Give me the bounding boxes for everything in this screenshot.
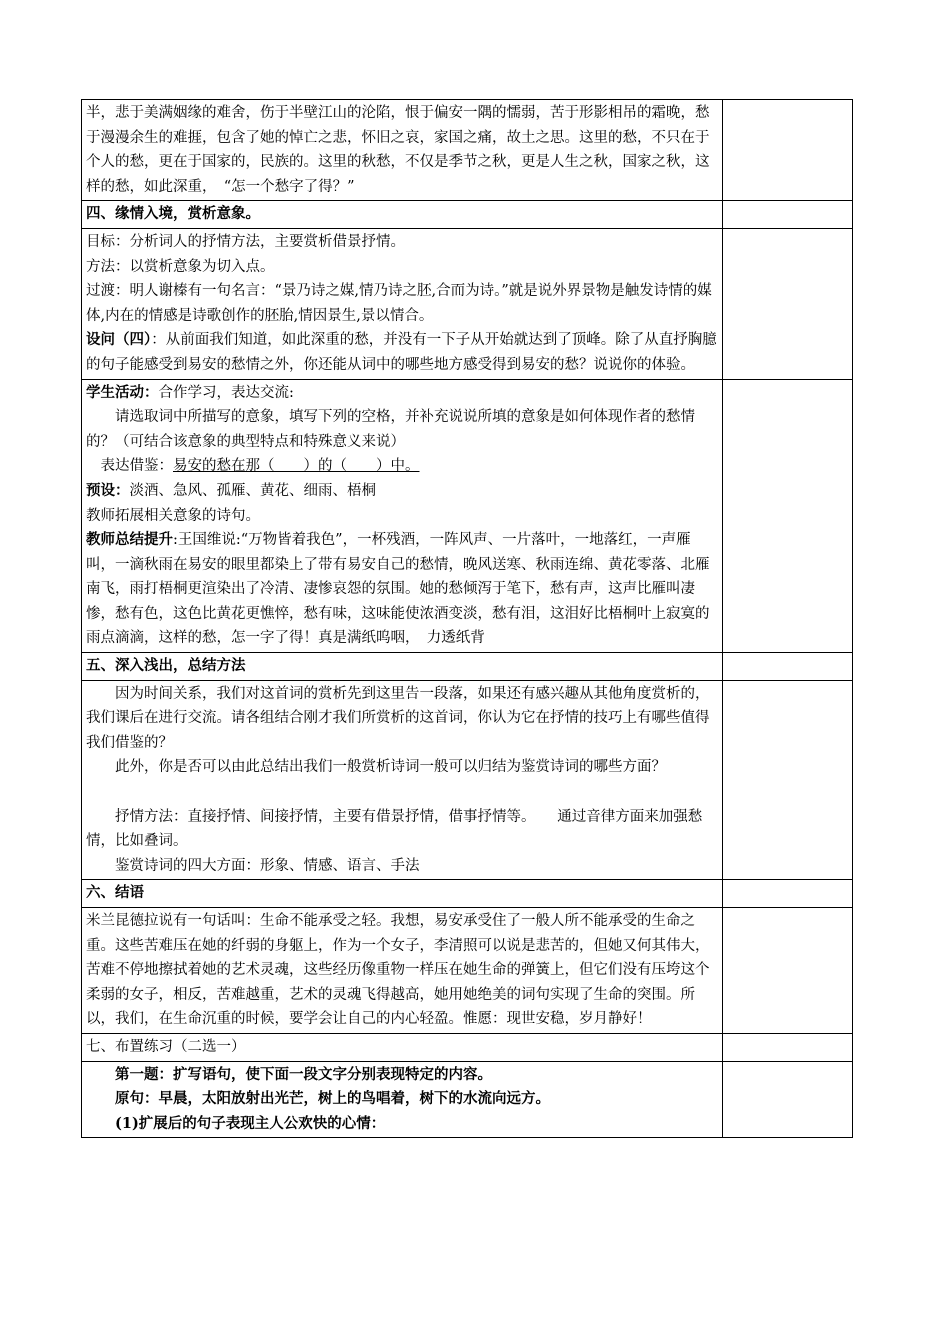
blank-line [86, 780, 718, 805]
section-6-content [82, 908, 723, 1034]
table-row [82, 379, 853, 653]
section-6-heading: 六、结语 [82, 880, 723, 908]
extend-text: 教师拓展相关意象的诗句。 [86, 507, 260, 524]
transition-text: 过渡：明人谢榛有一句名言：“景乃诗之媒,情乃诗之胚,合而为诗。”就是说外界景物是触发诗情的媒体,内在的情感是诗歌创作的胚胎,情因景生,景以情合。 [86, 283, 712, 324]
section-5-paragraph-1: 因为时间关系，我们对这首词的赏析先到这里告一段落，如果还有感兴趣从其他角度赏析的，我们课后在进行交流。请各组结合刚才我们所赏析的这首词，你认为它在抒情的技巧上有哪些值得我们借鉴的？ [86, 685, 710, 751]
summary-label: 教师总结提升 [86, 531, 173, 549]
question-text: ：从前面我们知道，如此深重的愁，并没有一下子从开始就达到了顶峰。除了从直抒胸臆的句子能感受到易安的愁情之外，你还能从词中的哪些地方感受得到易安的愁？说说你的体验。 [86, 332, 717, 373]
intro-paragraph-cell [82, 100, 723, 201]
student-activity-content [82, 379, 723, 653]
activity-label: 学生活动： [86, 383, 159, 401]
table-row [82, 100, 853, 201]
example-label: 表达借鉴： [100, 458, 173, 475]
summary-text: :王国维说:“万物皆着我色”，一杯残酒，一阵风声、一片落叶，一地落红，一声雁叫，一滴秋雨在易安的眼里都染上了带有易安自己的愁情，晚风送寒、秋雨连绵、黄花零落、北雁南飞，雨打梧桐更渲染出了冷清、凄惨哀怨的氛围。她的愁倾泻于笔下，愁有声，这声比雁叫凄惨，愁有色，这色比黄花更憔悴，愁有味，这味能使浓酒变淡，愁有泪，这泪好比梧桐叶上寂寞的雨点滴滴，这样的愁，怎一字了得！真是满纸呜咽， 力透纸背 [86, 532, 710, 647]
notes-cell [723, 201, 853, 229]
example-line [86, 454, 718, 479]
table-row [82, 908, 853, 1034]
table-row [82, 680, 853, 880]
exercise-question-1: 第一题：扩写语句，使下面一段文字分别表现特定的内容。 [115, 1065, 492, 1083]
table-row [82, 201, 853, 229]
preset-line [86, 479, 718, 504]
conclusion-text: 米兰昆德拉说有一句话叫：生命不能承受之轻。我想，易安承受住了一般人所不能承受的生命之重。这些苦难压在她的纤弱的身躯上，作为一个女子，李清照可以说是悲苦的，但她又何其伟大，苦难不停地擦拭着她的艺术灵魂，这些经历像重物一样压在她生命的弹簧上，但它们没有压垮这个柔弱的女子，相反，苦难越重，艺术的灵魂飞得越高，她用她绝美的词句实现了生命的突围。所以，我们，在生命沉重的时候，要学会让自己的内心轻盈。惟愿：现世安稳，岁月静好！ [86, 913, 710, 1028]
section-5-content [82, 680, 723, 880]
section-5-heading: 五、深入浅出，总结方法 [82, 653, 723, 681]
notes-cell [723, 880, 853, 908]
example-text: 易安的愁在那（ ）的（ ）中。 [173, 458, 420, 475]
notes-cell [723, 379, 853, 653]
activity-title [86, 381, 718, 406]
goal-text: 目标：分析词人的抒情方法，主要赏析借景抒情。 [86, 233, 405, 250]
table-row [82, 228, 853, 379]
exercise-task-1: (1)扩展后的句子表现主人公欢快的心情： [115, 1114, 386, 1132]
method-text: 方法：以赏析意象为切入点。 [86, 258, 275, 275]
question-label: 设问（四） [86, 331, 152, 349]
exercise-original-sentence: 原句：早晨，太阳放射出光芒，树上的鸟唱着，树下的水流向远方。 [115, 1090, 550, 1108]
section-5-paragraph-3: 抒情方法：直接抒情、间接抒情，主要有借景抒情，借事抒情等。 通过音律方面来加强愁情，比如叠词。 [86, 808, 703, 850]
notes-cell [723, 228, 853, 379]
table-row [82, 1061, 853, 1138]
table-row [82, 880, 853, 908]
preset-label: 预设： [86, 481, 130, 499]
table-row [82, 653, 853, 681]
notes-cell [723, 100, 853, 201]
section-4-content [82, 228, 723, 379]
question-four [86, 328, 718, 377]
preset-text: 淡酒、急风、孤雁、黄花、细雨、梧桐 [129, 482, 376, 499]
section-5-paragraph-2: 此外，你是否可以由此总结出我们一般赏析诗词一般可以归结为鉴赏诗词的哪些方面？ [115, 759, 666, 776]
section-7-content [82, 1061, 723, 1138]
section-5-paragraph-4: 鉴赏诗词的四大方面：形象、情感、语言、手法 [115, 857, 420, 874]
notes-cell [723, 680, 853, 880]
notes-cell [723, 908, 853, 1034]
notes-cell [723, 653, 853, 681]
activity-label-rest: 合作学习，表达交流: [158, 384, 294, 401]
teacher-summary [86, 528, 718, 651]
lesson-plan-table [81, 99, 853, 1138]
section-7-heading: 七、布置练习（二选一） [82, 1033, 723, 1061]
notes-cell [723, 1033, 853, 1061]
intro-paragraph: 半，悲于美满姻缘的难舍，伤于半壁江山的沦陷，恨于偏安一隅的懦弱，苦于形影相吊的霜晚，愁于漫漫余生的难捱，包含了她的悼亡之悲，怀旧之哀，家国之痛，故土之思。这里的愁，不只在于个人的愁，更在于国家的，民族的。这里的秋愁，不仅是季节之秋，更是人生之秋，国家之秋，这样的愁，如此深重， “怎一个愁字了得？” [86, 105, 710, 195]
table-row [82, 1033, 853, 1061]
activity-instruction: 请选取词中所描写的意象，填写下列的空格，并补充说说所填的意象是如何体现作者的愁情的？（可结合该意象的典型特点和特殊意义来说） [86, 409, 695, 450]
section-4-heading: 四、缘情入境，赏析意象。 [82, 201, 723, 229]
notes-cell [723, 1061, 853, 1138]
